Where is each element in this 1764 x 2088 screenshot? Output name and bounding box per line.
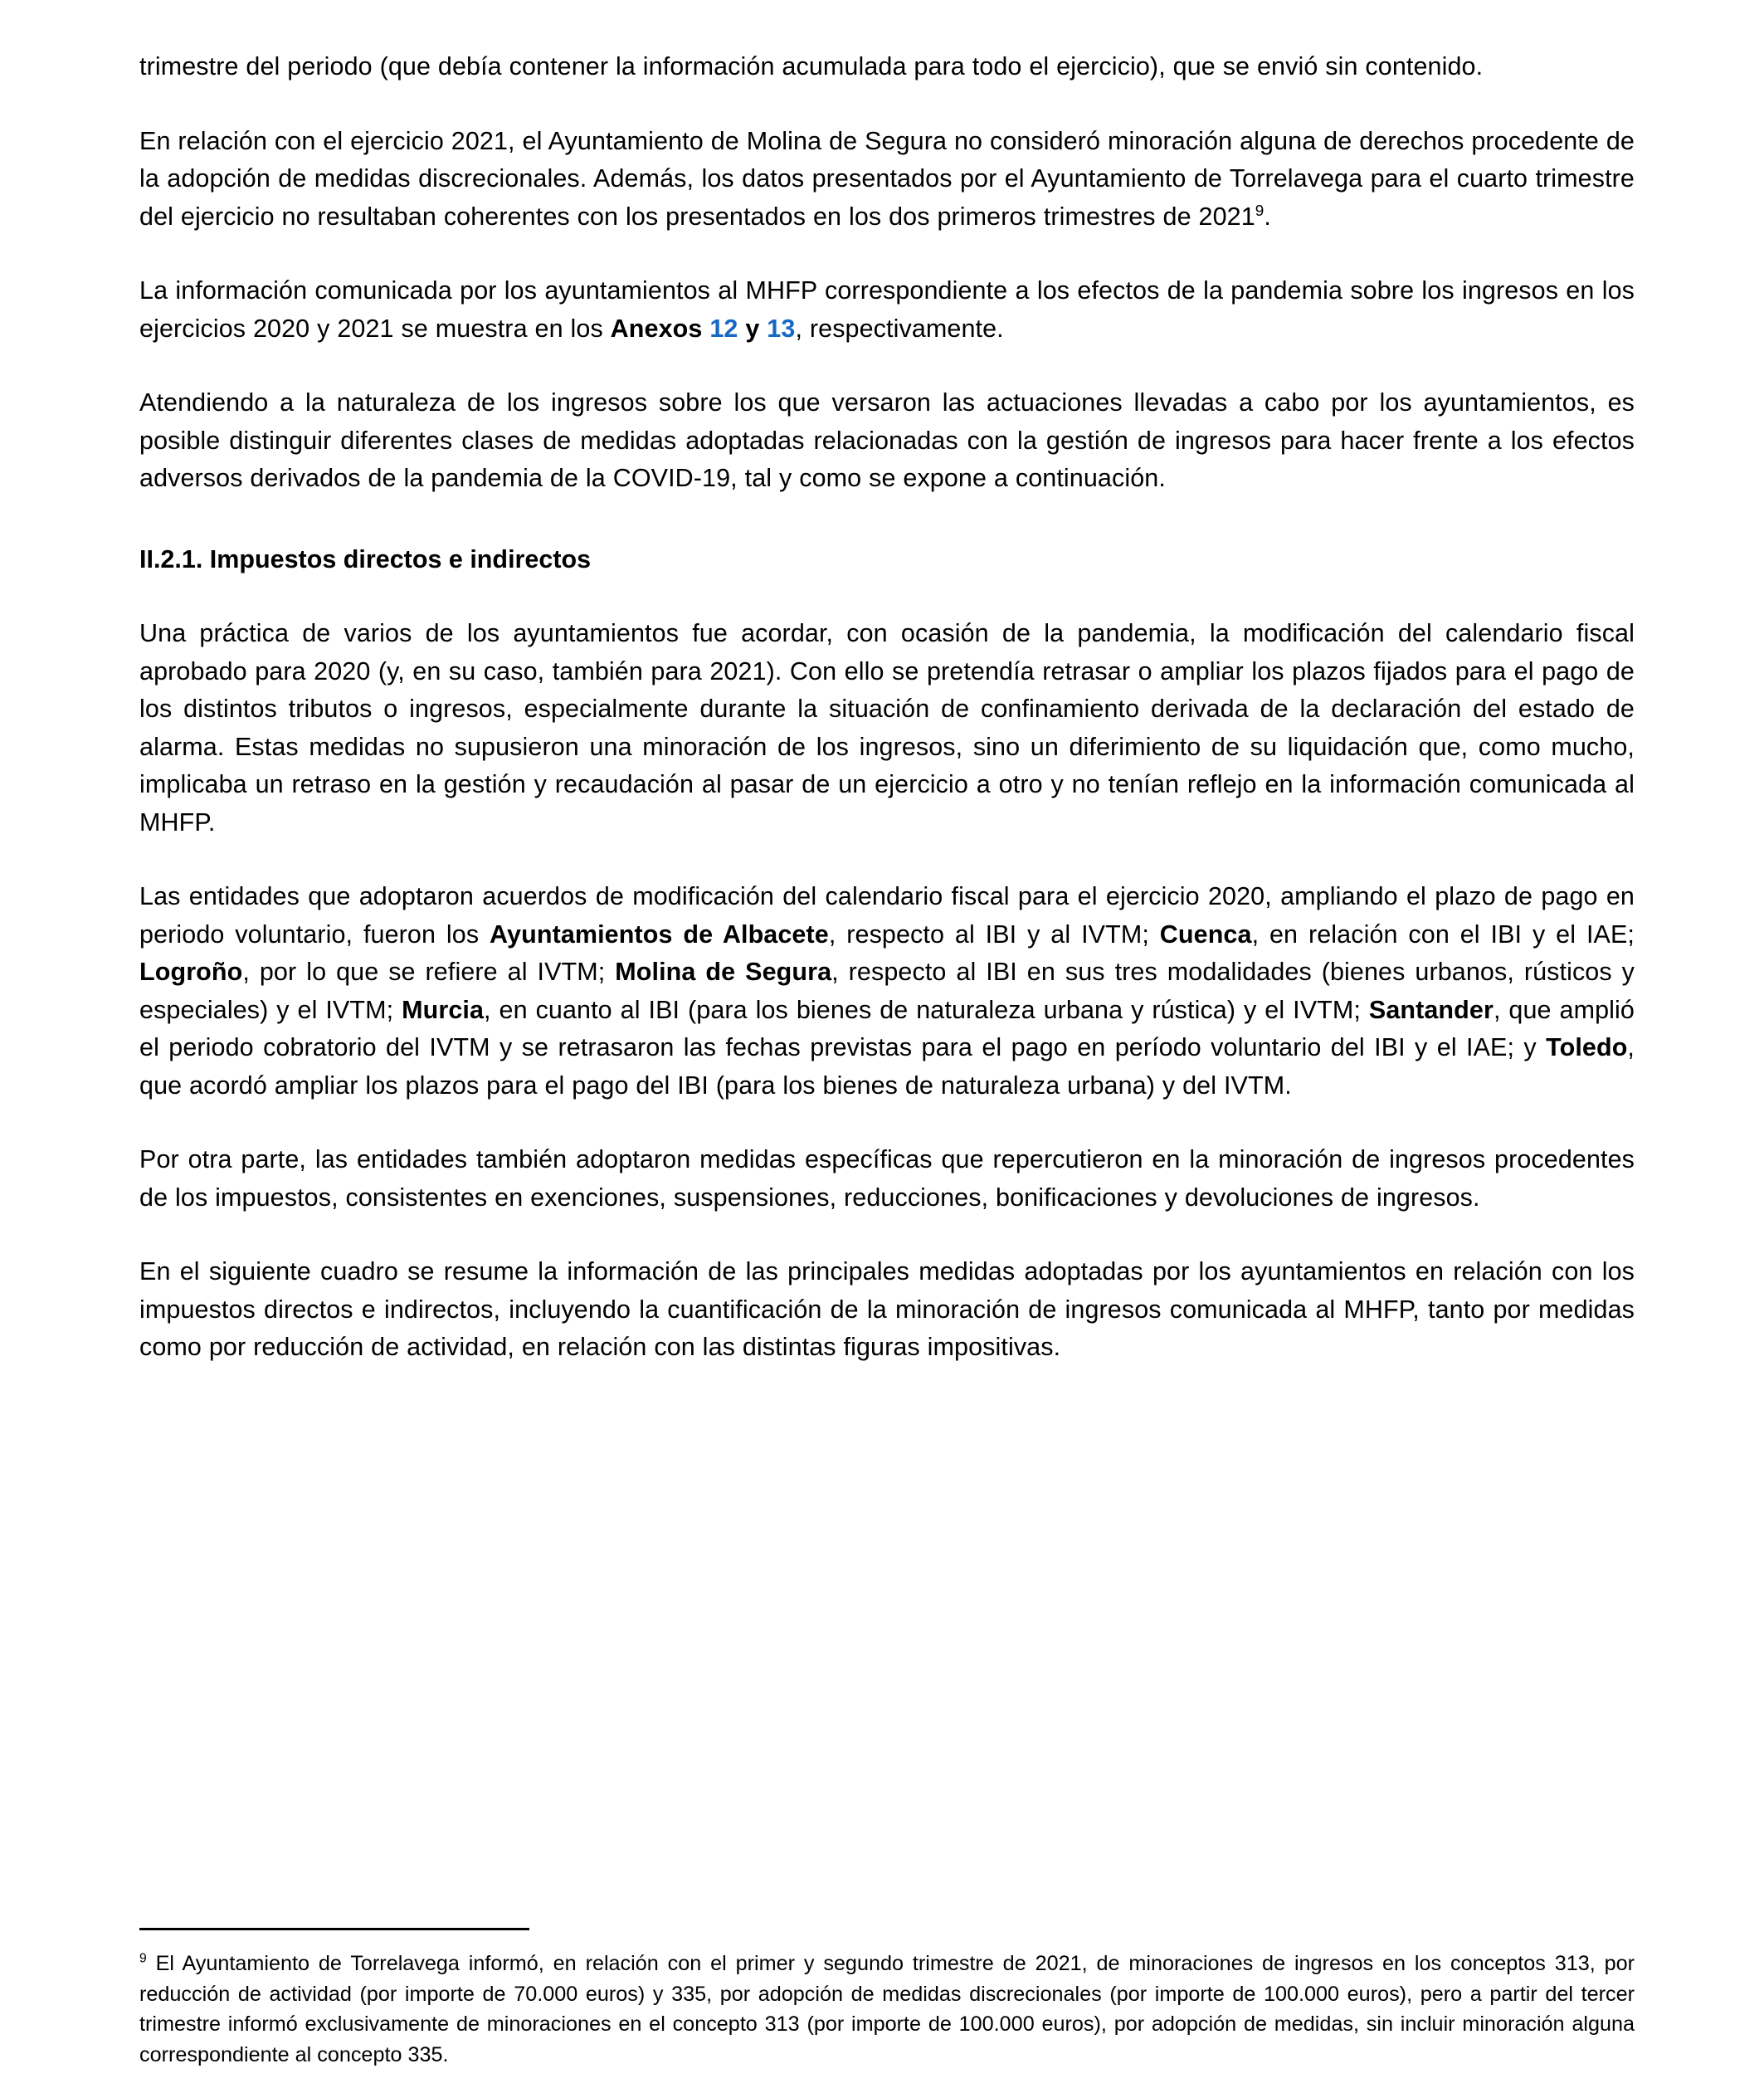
- paragraph-text: Por otra parte, las entidades también adoptaron medidas específicas que repercutieron en la minoración de ingresos procedentes de los impuestos, consistentes en exenciones, suspensiones, reducciones, bonificaciones y devoluciones de ingresos.: [139, 1145, 1635, 1212]
- footnote-separator-rule: [139, 1928, 529, 1930]
- conjunction-y: y: [745, 314, 760, 343]
- paragraph-text: , por lo que se refiere al IVTM;: [242, 958, 616, 986]
- paragraph-text-tail: .: [1264, 202, 1271, 231]
- anexo-13-link[interactable]: 13: [767, 314, 796, 343]
- entity-cuenca: Cuenca: [1159, 920, 1252, 949]
- anexo-12-link[interactable]: 12: [709, 314, 738, 343]
- paragraph-entidades-acuerdos: [139, 878, 1635, 1105]
- paragraph-text: , respecto al IBI y al IVTM;: [828, 920, 1160, 949]
- entity-murcia: Murcia: [402, 995, 485, 1024]
- paragraph-text: Las entidades que adoptaron acuerdos de modificación del calendario fiscal para el ejercicio 2020, ampliando el plazo de pago en periodo voluntario, fueron los: [139, 882, 1635, 949]
- footnote-reference-marker[interactable]: 9: [1255, 202, 1265, 220]
- paragraph-continuation: [139, 48, 1635, 86]
- paragraph-text: En el siguiente cuadro se resume la información de las principales medidas adoptadas por los ayuntamientos en relación con los impuestos directos e indirectos, incluyendo la cuantificación de la minoración de ingresos comunicada al MHFP, tanto por medidas como por reducción de actividad, en relación con las distintas figuras impositivas.: [139, 1257, 1635, 1361]
- footnote-area: [139, 1928, 1635, 2070]
- space-separator: [759, 315, 767, 343]
- paragraph-text: Atendiendo a la naturaleza de los ingresos sobre los que versaron las actuaciones llevadas a cabo por los ayuntamientos, es posible distinguir diferentes clases de medidas adoptadas relacionadas con la gestión de ingresos para hacer frente a los efectos adversos derivados de la pandemia de la COVID-19, tal y como se expone a continuación.: [139, 388, 1635, 492]
- section-heading-impuestos: II.2.1. Impuestos directos e indirectos: [139, 544, 592, 573]
- entity-santander: Santander: [1368, 995, 1494, 1024]
- entity-logrono: Logroño: [139, 958, 243, 986]
- space-separator: [702, 315, 709, 343]
- paragraph-text: , que acordó ampliar los plazos para el pago del IBI (para los bienes de naturaleza urbana) y del IVTM.: [139, 1033, 1635, 1100]
- footnote-9: [139, 1949, 1635, 2070]
- paragraph-naturaleza-ingresos: [139, 384, 1635, 498]
- paragraph-text: En relación con el ejercicio 2021, el Ayuntamiento de Molina de Segura no consideró minoración alguna de derechos procedente de la adopción de medidas discrecionales. Además, los datos presentados por el Ayuntamiento de Torrelavega para el cuarto trimestre del ejercicio no resultaban coherentes con los presentados en los dos primeros trimestres de 2021: [139, 126, 1635, 231]
- paragraph-text: La información comunicada por los ayuntamientos al MHFP correspondiente a los efectos de la pandemia sobre los ingresos en los ejercicios 2020 y 2021 se muestra en los: [139, 276, 1635, 343]
- entity-molina-de-segura: Molina de Segura: [615, 958, 832, 986]
- paragraph-informacion-mhfp: [139, 272, 1635, 348]
- paragraph-text: , en cuanto al IBI (para los bienes de naturaleza urbana y rústica) y el IVTM;: [484, 995, 1369, 1024]
- paragraph-text: , que amplió el periodo cobratorio del IVTM y se retrasaron las fechas previstas para el pago en período voluntario del IBI y el IAE; y: [139, 995, 1635, 1061]
- entity-albacete: Ayuntamientos de Albacete: [490, 920, 829, 949]
- space-separator: [738, 315, 745, 343]
- anexos-label: Anexos: [610, 314, 703, 343]
- paragraph-practica-calendario-fiscal: [139, 615, 1635, 842]
- paragraph-text: Una práctica de varios de los ayuntamientos fue acordar, con ocasión de la pandemia, la modificación del calendario fiscal aprobado para 2020 (y, en su caso, también para 2021). Con ello se pretendía retrasar o ampliar los plazos fijados para el pago de los distintos tributos o ingresos, especialmente durante la situación de confinamiento derivada de la declaración del estado de alarma. Estas medidas no supusieron una minoración de los ingresos, sino un diferimiento de su liquidación que, como mucho, implicaba un retraso en la gestión y recaudación al pasar de un ejercicio a otro y no tenían reflejo en la información comunicada al MHFP.: [139, 619, 1635, 837]
- paragraph-text: , respecto al IBI en sus tres modalidades (bienes urbanos, rústicos y especiales) y el IVTM;: [139, 958, 1635, 1024]
- footnote-number: 9: [139, 1951, 147, 1966]
- paragraph-medidas-especificas: [139, 1141, 1635, 1217]
- paragraph-text: , en relación con el IBI y el IAE;: [1251, 920, 1635, 949]
- footnote-body-text: El Ayuntamiento de Torrelavega informó, en relación con el primer y segundo trimestre de 2021, de minoraciones de ingresos en los conceptos 313, por reducción de actividad (por importe de 70.000 euros) y 335, por adopción de medidas discrecionales (por importe de 100.000 euros), pero a partir del tercer trimestre informó exclusivamente de minoraciones en el concepto 313 (por importe de 100.000 euros), por adopción de medidas, sin incluir minoración alguna correspondiente al concepto 335.: [139, 1952, 1635, 2066]
- paragraph-siguiente-cuadro: [139, 1253, 1635, 1367]
- paragraph-text: trimestre del periodo (que debía contener la información acumulada para todo el ejercicio), que se envió sin contenido.: [139, 52, 1484, 80]
- paragraph-ejercicio-2021: [139, 123, 1635, 237]
- entity-toledo: Toledo: [1546, 1033, 1628, 1061]
- paragraph-text-tail: , respectivamente.: [795, 314, 1004, 343]
